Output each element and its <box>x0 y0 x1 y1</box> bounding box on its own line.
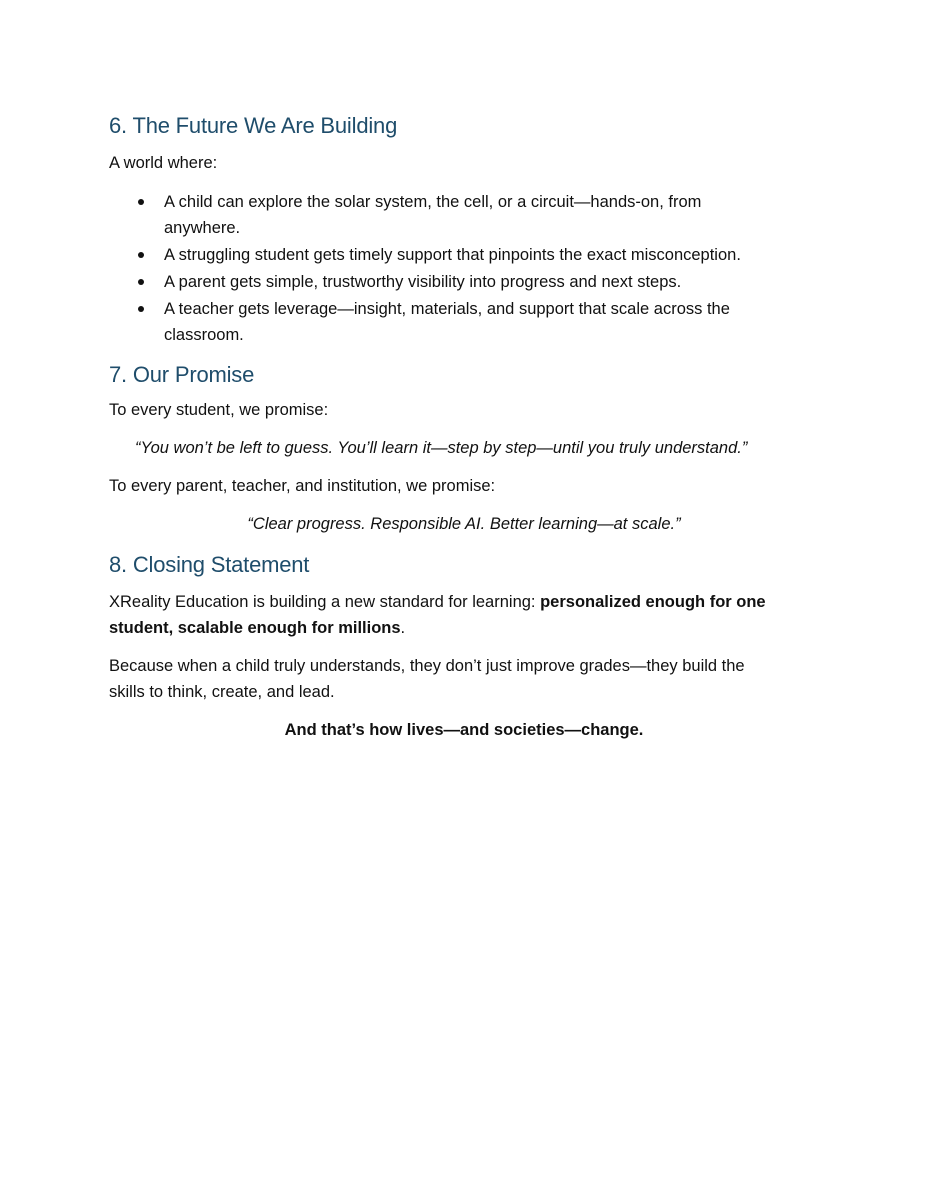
list-item-line2: classroom. <box>164 326 244 344</box>
section-8-heading: 8. Closing Statement <box>109 552 310 577</box>
bullet-icon <box>138 279 144 285</box>
closing-p2-line1: Because when a child truly understands, they don’t just improve grades—they build the <box>109 657 745 675</box>
list-item <box>109 242 819 268</box>
future-list <box>109 189 819 348</box>
closing-paragraph-1 <box>109 589 819 641</box>
closing-statement: And that’s how lives—and societies—change. <box>284 721 644 739</box>
list-item-line2: anywhere. <box>164 219 241 237</box>
student-promise-quote: “You won’t be left to guess. You’ll learn it—step by step—until you truly understand.” <box>135 439 748 457</box>
list-item-line1: A teacher gets leverage—insight, materials, and support that scale across the <box>164 300 730 318</box>
closing-p1-end: . <box>400 619 406 637</box>
list-item-line1: A struggling student gets timely support that pinpoints the exact misconception. <box>164 246 741 264</box>
list-item <box>109 296 819 348</box>
list-item-line1: A child can explore the solar system, the cell, or a circuit—hands-on, from <box>164 193 702 211</box>
document-page <box>109 108 819 743</box>
closing-p1-text: XReality Education is building a new standard for learning: <box>109 593 541 611</box>
others-promise-intro: To every parent, teacher, and institution, we promise: <box>109 477 496 495</box>
list-item-line1: A parent gets simple, trustworthy visibility into progress and next steps. <box>164 273 682 291</box>
bullet-icon <box>138 306 144 312</box>
section-6-heading: 6. The Future We Are Building <box>109 113 398 138</box>
closing-paragraph-2 <box>109 653 819 705</box>
bullet-icon <box>138 252 144 258</box>
bullet-icon <box>138 199 144 205</box>
section-7-heading: 7. Our Promise <box>109 362 255 387</box>
closing-p1-bold-line1: personalized enough for one <box>540 593 766 611</box>
section-6-intro: A world where: <box>109 154 218 172</box>
list-item <box>109 269 819 295</box>
closing-p2-line2: skills to think, create, and lead. <box>109 683 335 701</box>
closing-p1-bold-line2: student, scalable enough for millions <box>109 619 401 637</box>
list-item <box>109 189 819 241</box>
student-promise-intro: To every student, we promise: <box>109 401 329 419</box>
others-promise-quote: “Clear progress. Responsible AI. Better learning—at scale.” <box>247 515 681 533</box>
